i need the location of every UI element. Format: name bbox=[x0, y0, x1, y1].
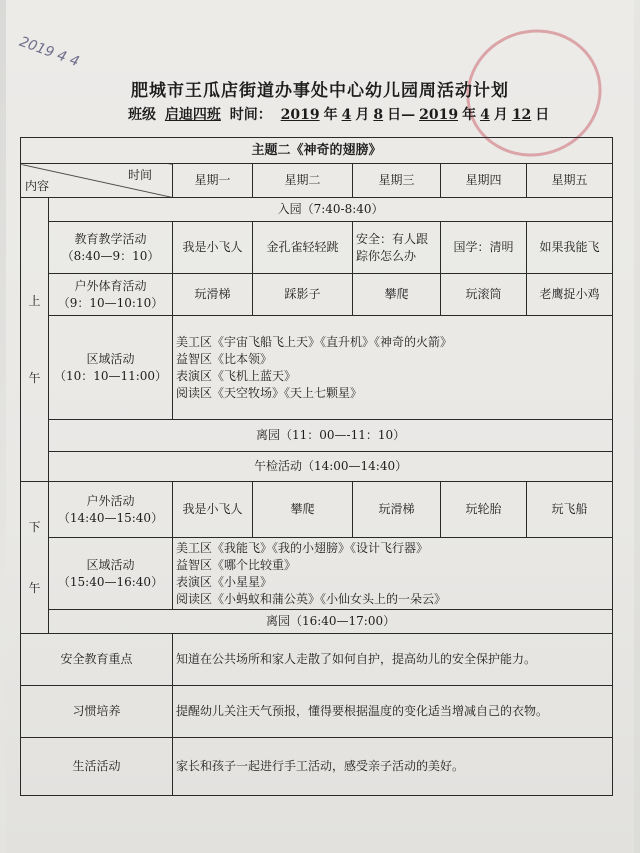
document-title: 肥城市王瓜店街道办事处中心幼儿园周活动计划 bbox=[131, 81, 509, 101]
outdoor-sports-label bbox=[49, 274, 173, 316]
arrival-row: 入园（7:40-8:40） bbox=[49, 198, 613, 222]
safety-label: 安全教育重点 bbox=[21, 634, 173, 686]
teaching-name: 教育教学活动 bbox=[74, 231, 147, 246]
afternoon-label bbox=[21, 482, 49, 634]
afternoon-char-2: 午 bbox=[28, 580, 41, 595]
class-label: 班级 bbox=[128, 107, 156, 123]
month-char: 月 bbox=[355, 107, 370, 123]
outdoor-pm-fri: 玩飞船 bbox=[527, 482, 613, 538]
theme-title: 主题二《神奇的翅膀》 bbox=[21, 138, 613, 164]
date-dash: — bbox=[401, 107, 416, 123]
end-day: 12 bbox=[511, 107, 532, 123]
month-char: 月 bbox=[493, 107, 508, 123]
area-pm-line: 美工区《我能飞》《我的小翅膀》《设计飞行器》 bbox=[176, 540, 429, 555]
area-am-line: 表演区《飞机上蓝天》 bbox=[176, 368, 297, 383]
day-char: 日 bbox=[387, 107, 402, 123]
class-name: 启迪四班 bbox=[164, 107, 221, 123]
teaching-time: （8:40—9：10） bbox=[61, 248, 160, 263]
area-pm-line: 表演区《小星星》 bbox=[176, 574, 273, 589]
area-am-time: （10：10—11:00） bbox=[53, 368, 168, 383]
outdoor-pm-time: （14:40—15:40） bbox=[57, 510, 164, 525]
start-year: 2019 bbox=[280, 107, 320, 123]
noon-check-row: 午检活动（14:00—14:40） bbox=[49, 452, 613, 482]
day-wed: 星期三 bbox=[353, 164, 441, 198]
day-fri: 星期五 bbox=[527, 164, 613, 198]
safety-text: 知道在公共场所和家人走散了如何自护，提高幼儿的安全保护能力。 bbox=[173, 634, 613, 686]
teaching-fri: 如果我能飞 bbox=[527, 222, 613, 274]
sports-tue: 踩影子 bbox=[253, 274, 353, 316]
morning-char-1: 上 bbox=[28, 293, 41, 308]
outdoor-pm-mon: 我是小飞人 bbox=[173, 482, 253, 538]
habit-text: 提醒幼儿关注天气预报，懂得要根据温度的变化适当增减自己的衣物。 bbox=[173, 686, 613, 738]
leave-am-row: 离园（11：00—-11：10） bbox=[49, 420, 613, 452]
outdoor-pm-tue: 攀爬 bbox=[253, 482, 353, 538]
teaching-activity-label bbox=[49, 222, 173, 274]
class-time-info bbox=[128, 104, 549, 124]
outdoor-pm-name: 户外活动 bbox=[86, 493, 135, 508]
outdoor-pm-label bbox=[49, 482, 173, 538]
outdoor-sports-time: （9：10—10:10） bbox=[57, 295, 164, 310]
weekly-plan-table bbox=[20, 137, 613, 796]
header-corner bbox=[21, 164, 173, 198]
start-month: 4 bbox=[341, 107, 352, 123]
year-char: 年 bbox=[462, 107, 477, 123]
area-pm-line: 阅读区《小蚂蚁和蒲公英》《小仙女头上的一朵云》 bbox=[176, 591, 447, 606]
life-label: 生活活动 bbox=[21, 738, 173, 796]
area-am-line: 美工区《宇宙飞船飞上天》《直升机》《神奇的火箭》 bbox=[176, 334, 453, 349]
area-am-line: 阅读区《天空牧场》《天上七颗星》 bbox=[176, 385, 363, 400]
header-time: 时间 bbox=[127, 168, 152, 182]
area-pm-label bbox=[49, 538, 173, 610]
sports-wed: 攀爬 bbox=[353, 274, 441, 316]
afternoon-char-1: 下 bbox=[28, 519, 41, 534]
outdoor-sports-name: 户外体育活动 bbox=[74, 278, 147, 293]
area-pm-time: （15:40—16:40） bbox=[57, 574, 164, 589]
area-pm-content bbox=[173, 538, 613, 610]
outdoor-pm-wed: 玩滑梯 bbox=[353, 482, 441, 538]
seal-date-handwriting: 2019 4 4 bbox=[17, 33, 82, 71]
area-am-name: 区域活动 bbox=[86, 351, 135, 366]
teaching-mon: 我是小飞人 bbox=[173, 222, 253, 274]
area-pm-name: 区域活动 bbox=[86, 557, 135, 572]
teaching-thu: 国学：清明 bbox=[441, 222, 527, 274]
teaching-tue: 金孔雀轻轻跳 bbox=[253, 222, 353, 274]
sports-mon: 玩滑梯 bbox=[173, 274, 253, 316]
end-month: 4 bbox=[480, 107, 490, 123]
day-mon: 星期一 bbox=[173, 164, 253, 198]
area-am-line: 益智区《比本领》 bbox=[176, 351, 273, 366]
year-char: 年 bbox=[323, 107, 338, 123]
life-text: 家长和孩子一起进行手工活动，感受亲子活动的美好。 bbox=[173, 738, 613, 796]
morning-label bbox=[21, 198, 49, 482]
area-pm-line: 益智区《哪个比较重》 bbox=[176, 557, 297, 572]
outdoor-pm-thu: 玩轮胎 bbox=[441, 482, 527, 538]
time-label: 时间： bbox=[229, 107, 272, 123]
teaching-wed: 安全：有人跟踪你怎么办 bbox=[353, 222, 441, 274]
day-tue: 星期二 bbox=[253, 164, 353, 198]
sports-fri: 老鹰捉小鸡 bbox=[527, 274, 613, 316]
area-am-label bbox=[49, 316, 173, 420]
day-char: 日 bbox=[535, 107, 550, 123]
start-day: 8 bbox=[373, 107, 384, 123]
end-year: 2019 bbox=[419, 107, 459, 123]
habit-label: 习惯培养 bbox=[21, 686, 173, 738]
leave-pm-row: 离园（16:40—17:00） bbox=[49, 610, 613, 634]
area-am-content bbox=[173, 316, 613, 420]
header-content: 内容 bbox=[25, 179, 50, 193]
day-thu: 星期四 bbox=[441, 164, 527, 198]
morning-char-2: 午 bbox=[28, 370, 41, 385]
sports-thu: 玩滚筒 bbox=[441, 274, 527, 316]
